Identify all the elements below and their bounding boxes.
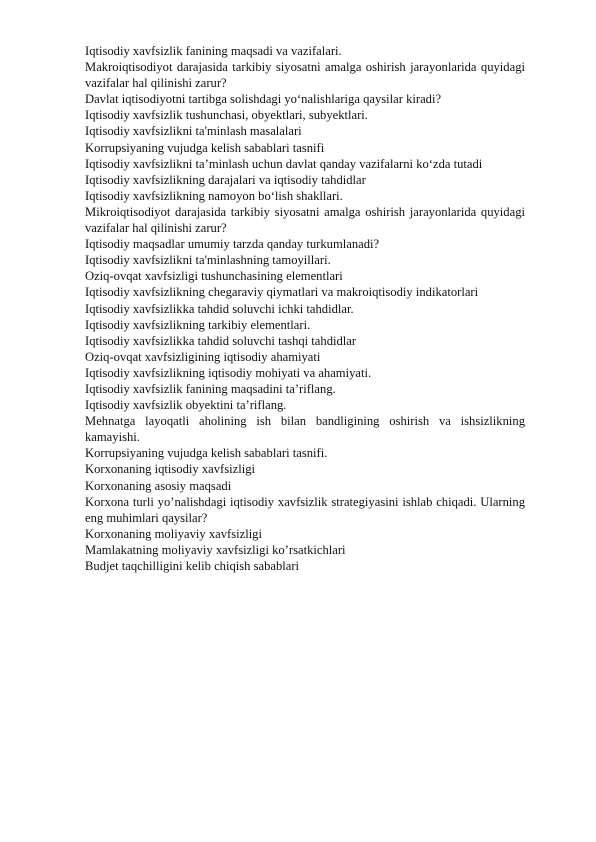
question-line-14: Iqtisodiy xavfsizlikning chegaraviy qiymatlari va makroiqtisodiy indikatorlari: [85, 285, 479, 300]
document-page: [85, 43, 525, 574]
question-line-24: Korxonaning iqtisodiy xavfsizligi: [85, 462, 255, 477]
question-line-12: Iqtisodiy xavfsizlikni ta'minlashning tamoyillari.: [85, 253, 331, 268]
question-line-29: Budjet taqchilligini kelib chiqish sabablari: [85, 559, 300, 573]
question-line-18: Oziq-ovqat xavfsizligining iqtisodiy ahamiyati: [85, 349, 321, 364]
question-line-23: Korrupsiyaning vujudga kelish sabablari tasnifi.: [85, 446, 328, 461]
question-line-5: Iqtisodiy xavfsizlikni ta'minlash masalalari: [85, 124, 302, 139]
question-line-8: Iqtisodiy xavfsizlikning darajalari va iqtisodiy tahdidlar: [85, 172, 366, 187]
question-line-17: Iqtisodiy xavfsizlikka tahdid soluvchi tashqi tahdidlar: [85, 333, 357, 348]
question-line-4: Iqtisodiy xavfsizlik tushunchasi, obyektlari, subyektlari.: [85, 108, 368, 123]
question-line-20: Iqtisodiy xavfsizlik fanining maqsadini ta’riflang.: [85, 381, 336, 396]
question-line-1: Iqtisodiy xavfsizlik fanining maqsadi va vazifalari.: [85, 44, 342, 58]
question-line-19: Iqtisodiy xavfsizlikning iqtisodiy mohiyati va ahamiyati.: [85, 365, 372, 380]
question-line-22: Mehnatga layoqatli aholining ish bilan bandligining oshirish va ishsizlikning kamayishi.: [85, 414, 525, 445]
question-line-3: Davlat iqtisodiyotni tartibga solishdagi yo‘nalishlariga qaysilar kiradi?: [85, 92, 442, 107]
question-line-7: Iqtisodiy xavfsizlikni ta’minlash uchun davlat qanday vazifalarni ko‘zda tutadi: [85, 156, 483, 171]
question-line-26: Korxona turli yo’nalishdagi iqtisodiy xavfsizlik strategiyasini ishlab chiqadi. Ularning eng muhimlari qaysilar?: [85, 494, 525, 525]
question-line-2: Makroiqtisodiyot darajasida tarkibiy siyosatni amalga oshirish jarayonlarida quyidagi vazifalar hal qilinishi zarur?: [85, 60, 525, 91]
question-line-11: Iqtisodiy maqsadlar umumiy tarzda qanday turkumlanadi?: [85, 237, 380, 252]
question-line-27: Korxonaning moliyaviy xavfsizligi: [85, 526, 262, 541]
question-line-10: Mikroiqtisodiyot darajasida tarkibiy siyosatni amalga oshirish jarayonlarida quyidagi vazifalar hal qilinishi zarur?: [85, 204, 525, 236]
question-line-6: Korrupsiyaning vujudga kelish sabablari tasnifi: [85, 140, 325, 155]
question-line-25: Korxonaning asosiy maqsadi: [85, 478, 232, 493]
question-line-13: Oziq-ovqat xavfsizligi tushunchasining elementlari: [85, 269, 343, 284]
question-line-28: Mamlakatning moliyaviy xavfsizligi ko’rsatkichlari: [85, 542, 346, 557]
question-line-21: Iqtisodiy xavfsizlik obyektini ta’riflang.: [85, 398, 287, 413]
question-line-9: Iqtisodiy xavfsizlikning namoyon bo‘lish shakllari.: [85, 188, 343, 203]
question-line-15: Iqtisodiy xavfsizlikka tahdid soluvchi ichki tahdidlar.: [85, 301, 354, 316]
question-line-16: Iqtisodiy xavfsizlikning tarkibiy elementlari.: [85, 317, 311, 332]
